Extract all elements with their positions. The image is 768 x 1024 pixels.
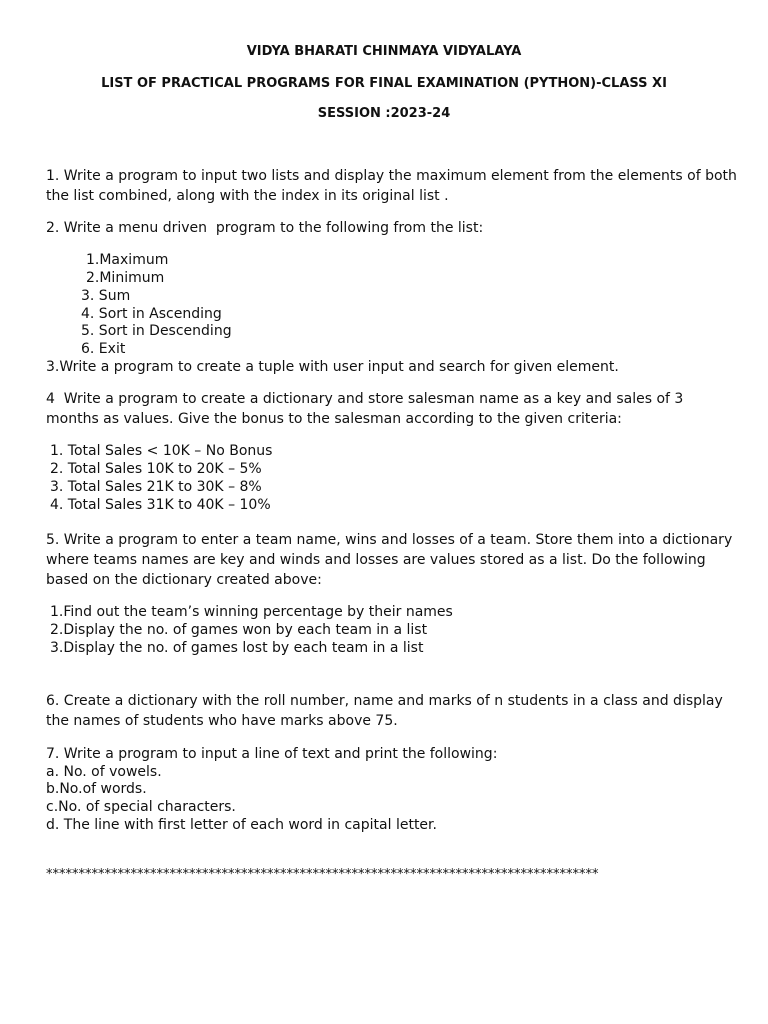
q5-task: 3.Display the no. of games lost by each team in a list (50, 640, 424, 656)
q2-option: 2.Minimum (86, 270, 165, 286)
q4-criterion: 4. Total Sales 31K to 40K – 10% (50, 497, 271, 513)
q2-option: 4. Sort in Ascending (81, 306, 222, 322)
q6-line-2: the names of students who have marks above 75. (46, 713, 398, 729)
q2-line-1: 2. Write a menu driven program to the following from the list: (46, 220, 484, 236)
q7-item: c.No. of special characters. (46, 799, 236, 815)
q1-line-2: the list combined, along with the index in its original list . (46, 188, 449, 204)
q7-item: a. No. of vowels. (46, 764, 162, 780)
q3-line-1: 3.Write a program to create a tuple with user input and search for given element. (46, 359, 619, 375)
q7-item: d. The line with first letter of each word in capital letter. (46, 817, 437, 833)
q4-criterion: 3. Total Sales 21K to 30K – 8% (50, 479, 262, 495)
document-title: LIST OF PRACTICAL PROGRAMS FOR FINAL EXAMINATION (PYTHON)-CLASS XI (101, 76, 667, 91)
q1-line-1: 1. Write a program to input two lists and display the maximum element from the elements of both (46, 168, 737, 184)
q4-criterion: 1. Total Sales < 10K – No Bonus (50, 443, 273, 459)
footer-separator: ************************************************************************************* (46, 867, 599, 882)
school-name: VIDYA BHARATI CHINMAYA VIDYALAYA (246, 44, 522, 59)
q5-line-1: 5. Write a program to enter a team name, wins and losses of a team. Store them into a dictionary (46, 532, 733, 548)
q4-line-1: 4 Write a program to create a dictionary and store salesman name as a key and sales of 3 (46, 391, 684, 407)
q2-option: 5. Sort in Descending (81, 323, 232, 339)
q6-line-1: 6. Create a dictionary with the roll number, name and marks of n students in a class and display (46, 693, 723, 709)
q2-option: 1.Maximum (86, 252, 169, 268)
q2-option: 3. Sum (81, 288, 131, 304)
q7-line-1: 7. Write a program to input a line of text and print the following: (46, 746, 498, 762)
q2-option: 6. Exit (81, 341, 126, 357)
q5-line-2: where teams names are key and winds and losses are values stored as a list. Do the following (46, 552, 706, 568)
q4-line-2: months as values. Give the bonus to the salesman according to the given criteria: (46, 411, 622, 427)
q4-criterion: 2. Total Sales 10K to 20K – 5% (50, 461, 262, 477)
q7-item: b.No.of words. (46, 781, 147, 797)
session-label: SESSION :2023-24 (317, 106, 451, 121)
q5-task: 1.Find out the team’s winning percentage by their names (50, 604, 453, 620)
q5-line-3: based on the dictionary created above: (46, 572, 322, 588)
q5-task: 2.Display the no. of games won by each team in a list (50, 622, 428, 638)
